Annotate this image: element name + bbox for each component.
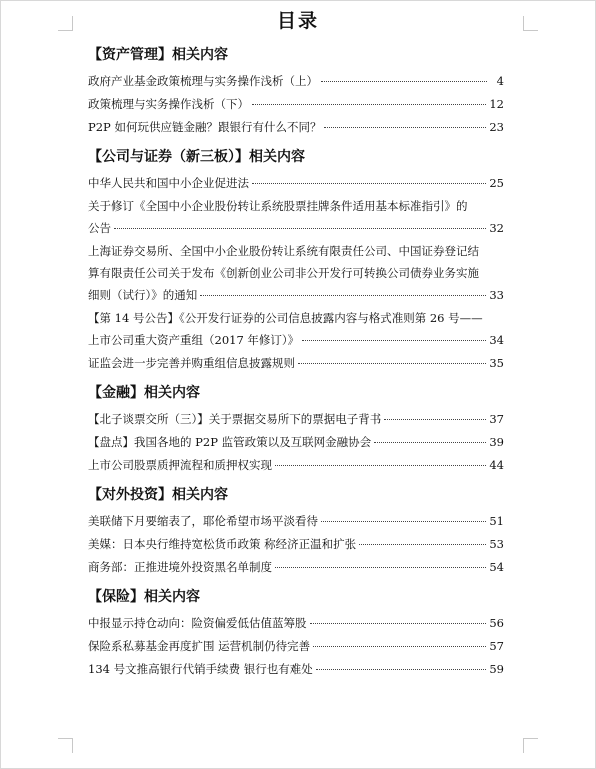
toc-entry[interactable] [88,431,504,453]
section-heading: 【公司与证券（新三板）】相关内容 [88,149,305,165]
toc-entry[interactable] [88,70,504,92]
toc-entry[interactable] [88,556,504,578]
toc-entry-title: 中华人民共和国中小企业促进法 [88,176,249,190]
dot-leader [252,183,486,184]
page-number: 4 [496,74,504,88]
toc-entry-title: 134 号文推高银行代销手续费 银行也有难处 [88,662,313,676]
toc-entry[interactable] [88,658,504,680]
page-number: 23 [489,120,504,134]
dot-leader [275,567,486,568]
dot-leader [252,104,486,105]
toc-entry[interactable] [88,240,504,306]
toc-entry-title: 证监会进一步完善并购重组信息披露规则 [88,356,295,370]
crop-mark-bottom-left [58,738,73,753]
section-heading: 【资产管理】相关内容 [88,47,228,63]
toc-entry-text-line: 上海证券交易所、全国中小企业股份转让系统有限责任公司、中国证券登记结 [88,244,479,258]
toc-entry[interactable] [88,195,504,239]
toc-entry-title: 【北子谈票交所（三）】关于票据交易所下的票据电子背书 [88,412,382,426]
page-number: 56 [489,616,504,630]
toc-entry-title: 上市公司重大资产重组（2017 年修订）》 [88,333,300,347]
toc-entry-title: 美联储下月要缩表了，耶伦希望市场平淡看待 [88,514,318,528]
dot-leader [310,623,487,624]
toc-entry-title: 保险系私募基金再度扩围 运营机制仍待完善 [88,639,311,653]
page-number: 33 [489,288,504,302]
section-heading: 【对外投资】相关内容 [88,487,228,503]
toc-entry[interactable] [88,408,504,430]
page-number: 37 [489,412,504,426]
toc-entry-title: 商务部：正推进境外投资黑名单制度 [88,560,272,574]
table-of-contents [88,36,504,681]
page-number: 54 [489,560,504,574]
page-number: 59 [489,662,504,676]
page-number: 25 [489,176,504,190]
page-number: 53 [489,537,504,551]
dot-leader [302,340,486,341]
page-number: 32 [489,221,504,235]
toc-entry-title: 【盘点】我国各地的 P2P 监管政策以及互联网金融协会 [88,435,372,449]
toc-entry[interactable] [88,454,504,476]
toc-entry[interactable] [88,533,504,555]
toc-entry-title: 细则（试行）》的通知 [88,288,198,302]
dot-leader [359,544,486,545]
toc-entry[interactable] [88,116,504,138]
page-title: 目录 [276,10,319,32]
toc-entry[interactable] [88,352,504,374]
dot-leader [275,465,486,466]
dot-leader [374,442,486,443]
dot-leader [384,419,486,420]
page-number: 51 [489,514,504,528]
toc-entry-title: P2P 如何玩供应链金融？跟银行有什么不同？ [88,120,322,134]
toc-entry-title: 中报显示持仓动向：险资偏爱低估值蓝筹股 [88,616,307,630]
toc-entry-title: 政府产业基金政策梳理与实务操作浅析（上） [88,74,318,88]
toc-entry[interactable] [88,307,504,351]
dot-leader [316,669,487,670]
page-number: 39 [489,435,504,449]
toc-entry-title: 公告 [88,221,111,235]
dot-leader [324,127,486,128]
section-heading: 【金融】相关内容 [88,385,200,401]
dot-leader [298,363,486,364]
toc-entry[interactable] [88,612,504,634]
dot-leader [114,228,486,229]
dot-leader [200,295,486,296]
toc-entry-title: 上市公司股票质押流程和质押权实现 [88,458,272,472]
toc-entry-text-line: 【第 14 号公告】《公开发行证券的公司信息披露内容与格式准则第 26 号—— [88,311,483,325]
page-number: 12 [489,97,504,111]
section-heading: 【保险】相关内容 [88,589,200,605]
page-number: 35 [489,356,504,370]
page-number: 57 [489,639,504,653]
toc-entry[interactable] [88,635,504,657]
toc-entry-title: 美媒：日本央行维持宽松货币政策 称经济正温和扩张 [88,537,357,551]
toc-entry[interactable] [88,93,504,115]
toc-entry-text-line: 关于修订《全国中小企业股份转让系统股票挂牌条件适用基本标准指引》的 [88,199,468,213]
page-number: 34 [489,333,504,347]
toc-entry-text-line: 算有限责任公司关于发布《创新创业公司非公开发行可转换公司债券业务实施 [88,266,479,280]
toc-entry-title: 政策梳理与实务操作浅析（下） [88,97,249,111]
dot-leader [321,81,487,82]
toc-entry[interactable] [88,510,504,532]
dot-leader [313,646,486,647]
toc-entry[interactable] [88,172,504,194]
dot-leader [321,521,486,522]
crop-mark-bottom-right [523,738,538,753]
page-number: 44 [489,458,504,472]
